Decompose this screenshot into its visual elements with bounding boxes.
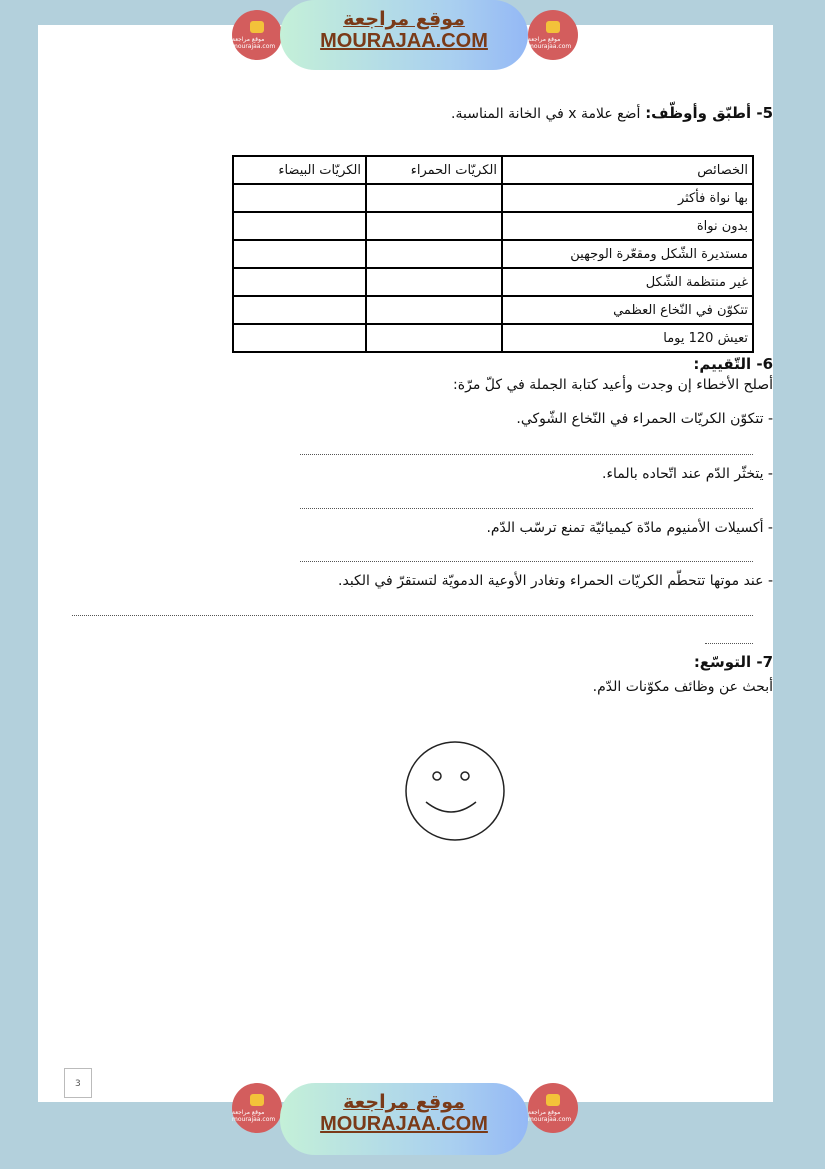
banner-latin: MOURAJAA.COM: [320, 30, 488, 52]
banner-arabic: موقع مراجعة: [343, 1091, 465, 1113]
logo-text: موقع مراجعة mourajaa.com: [528, 35, 572, 50]
row-label: تعيش 120 يوما: [502, 324, 753, 352]
table-row: [233, 184, 753, 212]
answer-cell[interactable]: [366, 212, 502, 240]
header-white-cells: الكريّات البيضاء: [233, 156, 366, 184]
row-label: تتكوّن في النّخاع العظمي: [502, 296, 753, 324]
table-header-row: [233, 156, 753, 184]
site-banner-bottom[interactable]: [280, 1083, 528, 1155]
answer-line[interactable]: [300, 561, 753, 562]
statement-3: - أكسيلات الأمنيوم مادّة كيميائيّة تمنع ترسّب الدّم.: [486, 520, 773, 536]
section6-instruction: أصلح الأخطاء إن وجدت وأعيد كتابة الجملة في كلّ مرّة:: [453, 377, 773, 393]
logo-text: موقع مراجعة mourajaa.com: [232, 35, 276, 50]
answer-cell[interactable]: [366, 240, 502, 268]
answer-cell[interactable]: [233, 212, 366, 240]
row-label: مستديرة الشّكل ومقعّرة الوجهين: [502, 240, 753, 268]
table-row: [233, 212, 753, 240]
logo-text: موقع مراجعة mourajaa.com: [232, 1108, 276, 1123]
table-row: [233, 240, 753, 268]
banner-latin: MOURAJAA.COM: [320, 1113, 488, 1135]
answer-cell[interactable]: [233, 296, 366, 324]
section7-instruction: أبحث عن وظائف مكوّنات الدّم.: [592, 679, 773, 695]
section5-instruction: أضع علامة x في الخانة المناسبة.: [451, 106, 641, 122]
smiley-face-icon: [404, 740, 506, 842]
section5-heading: [451, 104, 773, 122]
header-properties: الخصائص: [502, 156, 753, 184]
answer-cell[interactable]: [233, 268, 366, 296]
answer-line[interactable]: [72, 615, 753, 616]
site-logo-left[interactable]: [232, 10, 282, 60]
table-row: [233, 296, 753, 324]
row-label: غير منتظمة الشّكل: [502, 268, 753, 296]
table-row: [233, 324, 753, 352]
statement-2: - يتخثّر الدّم عند اتّحاده بالماء.: [602, 466, 773, 482]
logo-text: موقع مراجعة mourajaa.com: [528, 1108, 572, 1123]
section6-title: 6- التّقييم:: [693, 355, 773, 373]
answer-cell[interactable]: [366, 324, 502, 352]
section7-title: 7- التوسّع:: [693, 653, 773, 671]
answer-cell[interactable]: [233, 324, 366, 352]
statement-1: - تتكوّن الكريّات الحمراء في النّخاع الشّوكي.: [516, 411, 773, 427]
answer-cell[interactable]: [366, 268, 502, 296]
site-logo-right-bottom[interactable]: [528, 1083, 578, 1133]
answer-cell[interactable]: [233, 184, 366, 212]
answer-cell[interactable]: [233, 240, 366, 268]
answer-line[interactable]: [300, 508, 753, 509]
site-logo-right[interactable]: [528, 10, 578, 60]
answer-cell[interactable]: [366, 296, 502, 324]
table-row: [233, 268, 753, 296]
properties-table: [232, 155, 754, 353]
section5-title: 5- أطبّق وأوظّف:: [645, 104, 773, 122]
site-banner-top[interactable]: [280, 0, 528, 70]
page-number: 3: [64, 1068, 92, 1098]
answer-cell[interactable]: [366, 184, 502, 212]
header-red-cells: الكريّات الحمراء: [366, 156, 502, 184]
answer-line[interactable]: [300, 454, 753, 455]
site-logo-left-bottom[interactable]: [232, 1083, 282, 1133]
statement-4: - عند موتها تتحطّم الكريّات الحمراء وتغادر الأوعية الدمويّة لتستقرّ في الكبد.: [338, 573, 773, 589]
row-label: بدون نواة: [502, 212, 753, 240]
row-label: بها نواة فأكثر: [502, 184, 753, 212]
banner-arabic: موقع مراجعة: [343, 8, 465, 30]
answer-line[interactable]: [705, 643, 753, 644]
